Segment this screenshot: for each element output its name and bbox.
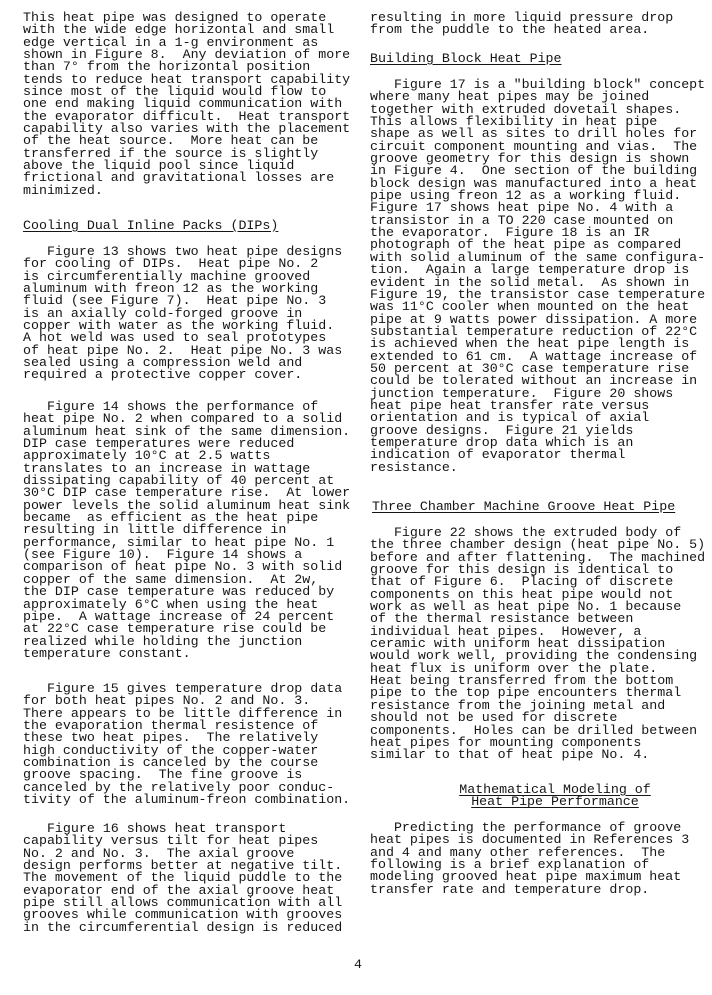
text-line: capability versus tilt for heat pipes [23,833,319,849]
text-line: the evaporation thermal resistence of [23,718,319,734]
text-line: comparison of heat pipe No. 3 with solid [23,559,343,575]
text-line: Figure 17 is a "building block" concept [370,77,706,92]
text-line: heat pipes is documented in References 3 [370,832,690,848]
text-line: groove geometry for this design is shown [370,151,690,167]
text-line: copper of the same dimension. At 2w, [23,571,319,587]
text-line: frictional and gravitational losses are [23,170,335,186]
text-line: should not be used for discrete [370,710,618,726]
text-line: transferred if the source is slightly [23,145,319,161]
text-line: Mathematical Modeling of [459,782,651,797]
text-line: similar to that of heat pipe No. 4. [370,747,650,763]
text-line: substantial temperature reduction of 22°C [370,323,698,339]
text-line: Figure 22 shows the extruded body of [370,525,682,540]
text-line: evident in the solid metal. As shown in [370,274,690,290]
text-line: aluminum with freon 12 as the working [23,281,319,297]
text-line: photograph of the heat pipe as compared [370,237,682,253]
text-line: minimized. [23,182,103,198]
heading-building-block: Building Block Heat Pipe [370,51,562,66]
text-line: extended to 61 cm. A wattage increase of [370,348,698,364]
page-number: 4 [354,957,362,972]
text-line: grooves while communication with grooves [23,907,343,923]
text-line: Heat being transferred from the bottom [370,673,674,689]
text-line: individual heat pipes. However, a [370,623,642,639]
text-line: high conductivity of the copper-water [23,742,319,758]
text-line: approximately 6°C when using the heat [23,596,319,612]
text-line: performance, similar to heat pipe No. 1 [23,534,335,550]
paragraph-figure-14 [23,401,350,660]
text-line: combination is canceled by the course [23,755,319,771]
text-line: modeling grooved heat pipe maximum heat [370,869,682,885]
text-line: This heat pipe was designed to operate [23,10,327,25]
text-line: heat pipe No. 2 when compared to a solid [23,411,343,427]
text-line: Figure 16 shows heat transport [23,821,287,836]
text-line: realized while holding the junction [23,633,303,649]
text-line: Figure 13 shows two heat pipe designs [23,244,343,259]
text-line: at 22°C case temperature rise could be [23,621,327,637]
paragraph-figure-15 [23,683,350,806]
text-line: canceled by the relatively poor conduc- [23,779,335,795]
text-line: Predicting the performance of groove [370,820,682,835]
paragraph-figure-13 [23,246,342,382]
text-line: There appears to be little difference in [23,705,343,721]
text-line: groove designs. Figure 21 yields [370,422,634,438]
text-line: indication of evaporator thermal [370,447,626,463]
text-line: components. Holes can be drilled between [370,722,698,738]
text-line: fluid (see Figure 7). Heat pipe No. 3 [23,293,327,309]
text-line: the evaporator difficult. Heat transport [23,108,351,124]
paragraph-predicting [370,822,689,896]
text-line: pipe using freon 12 as a working fluid. [370,188,682,204]
text-line: together with extruded dovetail shapes. [370,101,682,117]
text-line: temperature constant. [23,645,191,661]
text-line: is circumferentially machine grooved [23,268,311,284]
text-line: design performs better at negative tilt. [23,858,343,874]
text-line: The movement of the liquid puddle to the [23,870,343,886]
text-line: groove spacing. The fine groove is [23,767,303,783]
text-line: capability also varies with the placement [23,121,351,137]
text-line: these two heat pipes. The relatively [23,730,319,746]
text-line: before and after flattening. The machined [370,549,706,565]
text-line: since most of the liquid would flow to [23,84,327,100]
text-line: circuit component mounting and vias. The [370,138,698,154]
paragraph-figure-16 [23,823,342,934]
text-line: copper with water as the working fluid. [23,318,335,334]
text-line: was 11°C cooler when mounted on the heat [370,299,690,315]
text-line: one end making liquid communication with [23,96,343,112]
heading-cooling-dips: Cooling Dual Inline Packs (DIPs) [23,218,279,233]
text-line: resulting in more liquid pressure drop [370,10,674,25]
text-line: tion. Again a large temperature drop is [370,262,690,278]
text-line: temperature drop data which is an [370,434,634,450]
text-line: ceramic with uniform heat dissipation [370,636,666,652]
text-line: power levels the solid aluminum heat sink [23,497,351,513]
paragraph-orientation [23,12,350,197]
text-line: and 4 and many other references. The [370,844,666,860]
text-line: DIP case temperatures were reduced [23,436,295,452]
text-line: shape as well as sites to drill holes for [370,126,698,142]
text-line: This allows flexibility in heat pipe [370,114,658,130]
text-line: Figure 17 shows heat pipe No. 4 with a [370,200,674,216]
text-line: pipe still allows communication with all [23,895,343,911]
text-line: could be tolerated without an increase in [370,373,698,389]
text-line: dissipating capability of 40 percent at [23,473,335,489]
text-line: translates to an increase in wattage [23,460,311,476]
text-line: is achieved when the heat pipe length is [370,336,690,352]
text-line: components on this heat pipe would not [370,586,674,602]
text-line: for both heat pipes No. 2 and No. 3. [23,693,311,709]
text-line: pipe at 9 watts power dissipation. A more [370,311,698,327]
text-line: groove for this design is identical to [370,562,674,578]
text-line: required a protective copper cover. [23,367,303,383]
paragraph-figure-17 [370,79,705,474]
text-line: the DIP case temperature was reduced by [23,584,335,600]
text-line: Figure 19, the transistor case temperature [370,286,706,302]
text-line: in Figure 4. One section of the building [370,163,698,179]
text-line: with the wide edge horizontal and small [23,22,335,38]
text-line: of heat pipe No. 2. Heat pipe No. 3 was [23,342,343,358]
text-line: heat pipe heat transfer rate versus [370,397,650,413]
text-line: the evaporator. Figure 18 is an IR [370,225,650,241]
text-line: A hot weld was used to seal prototypes [23,330,327,346]
text-line: No. 2 and No. 3. The axial groove [23,845,295,861]
text-line: approximately 10°C at 2.5 watts [23,448,271,464]
text-line: heat pipes for mounting components [370,734,642,750]
text-line: transfer rate and temperature drop. [370,881,650,897]
text-line: would work well, providing the condensing [370,648,698,664]
text-line: became as efficient as the heat pipe [23,510,319,526]
heading-mathematical-modeling [420,784,690,809]
text-line: from the puddle to the heated area. [370,22,650,38]
text-line: pipe to the top pipe encounters thermal [370,685,682,701]
text-line: Figure 14 shows the performance of [23,399,319,414]
text-line: for cooling of DIPs. Heat pipe No. 2 [23,256,319,272]
text-line: junction temperature. Figure 20 shows [370,385,674,401]
text-line: following is a brief explanation of [370,857,650,873]
text-line: work as well as heat pipe No. 1 because [370,599,682,615]
text-line: that of Figure 6. Placing of discrete [370,574,674,590]
text-line: than 7° from the horizontal position [23,59,311,75]
paragraph-continuation [370,12,673,37]
paragraph-figure-22 [370,527,705,762]
text-line: 50 percent at 30°C case temperature rise [370,360,690,376]
text-line: resulting in little difference in [23,522,287,538]
text-line: of the heat source. More heat can be [23,133,319,149]
text-line: tivity of the aluminum-freon combination. [23,792,351,808]
text-line: resistance. [370,459,458,475]
text-line: block design was manufactured into a heat [370,175,698,191]
text-line: transistor in a TO 220 case mounted on [370,212,674,228]
text-line: of the thermal resistance between [370,611,634,627]
text-line: evaporator end of the axial groove heat [23,882,335,898]
text-line: 30°C DIP case temperature rise. At lower [23,485,351,501]
text-line: shown in Figure 8. Any deviation of more [23,47,351,63]
text-line: resistance from the joining metal and [370,697,666,713]
text-line: in the circumferential design is reduced [23,919,343,935]
text-line: with solid aluminum of the same configura- [370,249,706,265]
text-line: tends to reduce heat transport capability [23,71,351,87]
text-line: above the liquid pool since liquid [23,158,295,174]
text-line: the three chamber design (heat pipe No. 5) [370,537,706,553]
text-line: Heat Pipe Performance [471,794,639,810]
text-line: Figure 15 gives temperature drop data [23,681,343,696]
text-line: pipe. A wattage increase of 24 percent [23,608,335,624]
text-line: edge vertical in a 1-g environment as [23,34,319,50]
text-line: aluminum heat sink of the same dimension. [23,423,351,439]
text-line: sealed using a compression weld and [23,355,303,371]
text-line: is an axially cold-forged groove in [23,305,303,321]
text-line: orientation and is typical of axial [370,410,650,426]
text-line: (see Figure 10). Figure 14 shows a [23,547,303,563]
heading-three-chamber: Three Chamber Machine Groove Heat Pipe [372,499,676,514]
text-line: where many heat pipes may be joined [370,89,650,105]
text-line: heat flux is uniform over the plate. [370,660,658,676]
